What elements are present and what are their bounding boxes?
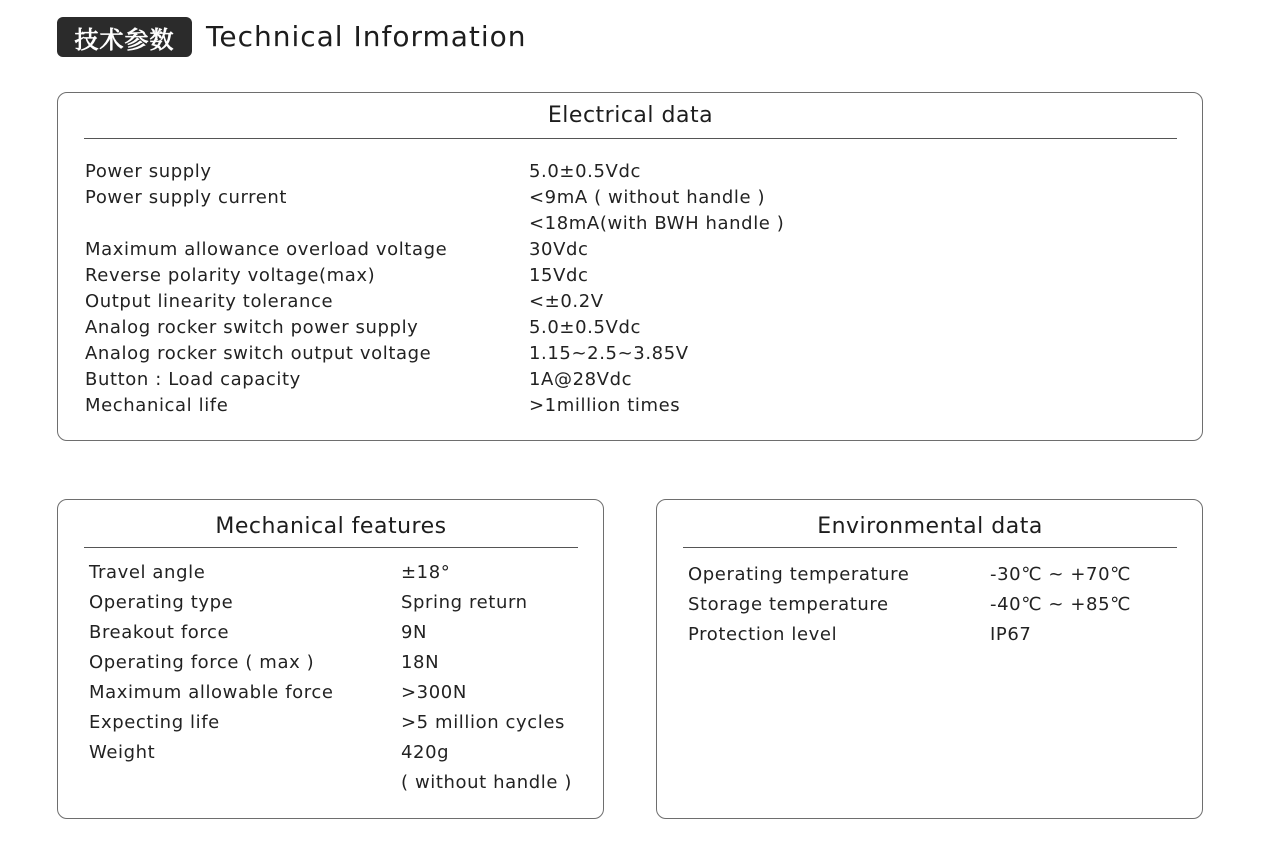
spec-row [688, 620, 1192, 650]
spec-value: 5.0±0.5Vdc [529, 317, 641, 338]
spec-row [89, 558, 593, 588]
spec-row [89, 618, 593, 648]
spec-row [85, 315, 1182, 341]
spec-row [89, 768, 593, 798]
spec-value: ±18° [401, 562, 451, 583]
spec-value: >300N [401, 682, 467, 703]
spec-label: Power supply [85, 161, 212, 182]
spec-row [89, 588, 593, 618]
spec-label: Output linearity tolerance [85, 291, 334, 312]
mechanical-features-title: Mechanical features [84, 512, 578, 548]
spec-value: IP67 [990, 624, 1032, 645]
spec-row [85, 159, 1182, 185]
spec-value: 30Vdc [529, 239, 589, 260]
section-badge: 技术参数 [57, 17, 192, 57]
spec-row [85, 289, 1182, 315]
spec-row [89, 708, 593, 738]
spec-value: ( without handle ) [401, 772, 573, 793]
spec-row [85, 341, 1182, 367]
spec-value: 420g [401, 742, 450, 763]
spec-label: Analog rocker switch power supply [85, 317, 419, 338]
spec-label: Mechanical life [85, 395, 229, 416]
spec-value: >5 million cycles [401, 712, 566, 733]
spec-label: Expecting life [89, 712, 220, 733]
spec-label: Breakout force [89, 622, 230, 643]
electrical-data-title: Electrical data [84, 101, 1177, 139]
spec-value: Spring return [401, 592, 528, 613]
electrical-data-panel [57, 92, 1203, 441]
spec-value: -30℃ ~ +70℃ [990, 564, 1131, 585]
spec-row [85, 393, 1182, 419]
spec-row [85, 211, 1182, 237]
spec-label: Weight [89, 742, 156, 763]
spec-value: 1A@28Vdc [529, 369, 633, 390]
environmental-data-panel [656, 499, 1203, 819]
spec-row [688, 590, 1192, 620]
spec-value: -40℃ ~ +85℃ [990, 594, 1131, 615]
spec-label: Power supply current [85, 187, 288, 208]
spec-label: Reverse polarity voltage(max) [85, 265, 376, 286]
spec-value: 18N [401, 652, 440, 673]
spec-value: 1.15~2.5~3.85V [529, 343, 689, 364]
spec-row [85, 367, 1182, 393]
spec-label: Button : Load capacity [85, 369, 301, 390]
spec-value: 9N [401, 622, 428, 643]
page-title: Technical Information [206, 20, 527, 53]
spec-row [85, 237, 1182, 263]
spec-label: Storage temperature [688, 594, 889, 615]
spec-value: >1million times [529, 395, 681, 416]
spec-value: 5.0±0.5Vdc [529, 161, 641, 182]
spec-value: 15Vdc [529, 265, 589, 286]
spec-label: Maximum allowance overload voltage [85, 239, 448, 260]
spec-row [85, 185, 1182, 211]
environmental-data-title: Environmental data [683, 512, 1177, 548]
spec-label: Analog rocker switch output voltage [85, 343, 432, 364]
spec-value: <18mA(with BWH handle ) [529, 213, 785, 234]
spec-row [85, 263, 1182, 289]
spec-row [688, 560, 1192, 590]
spec-label: Operating force ( max ) [89, 652, 315, 673]
spec-label: Operating temperature [688, 564, 910, 585]
spec-row [89, 738, 593, 768]
spec-label: Maximum allowable force [89, 682, 334, 703]
spec-row [89, 648, 593, 678]
spec-row [89, 678, 593, 708]
spec-label: Travel angle [89, 562, 206, 583]
spec-value: <9mA ( without handle ) [529, 187, 766, 208]
mechanical-features-panel [57, 499, 604, 819]
spec-value: <±0.2V [529, 291, 604, 312]
spec-label: Protection level [688, 624, 838, 645]
spec-label: Operating type [89, 592, 234, 613]
